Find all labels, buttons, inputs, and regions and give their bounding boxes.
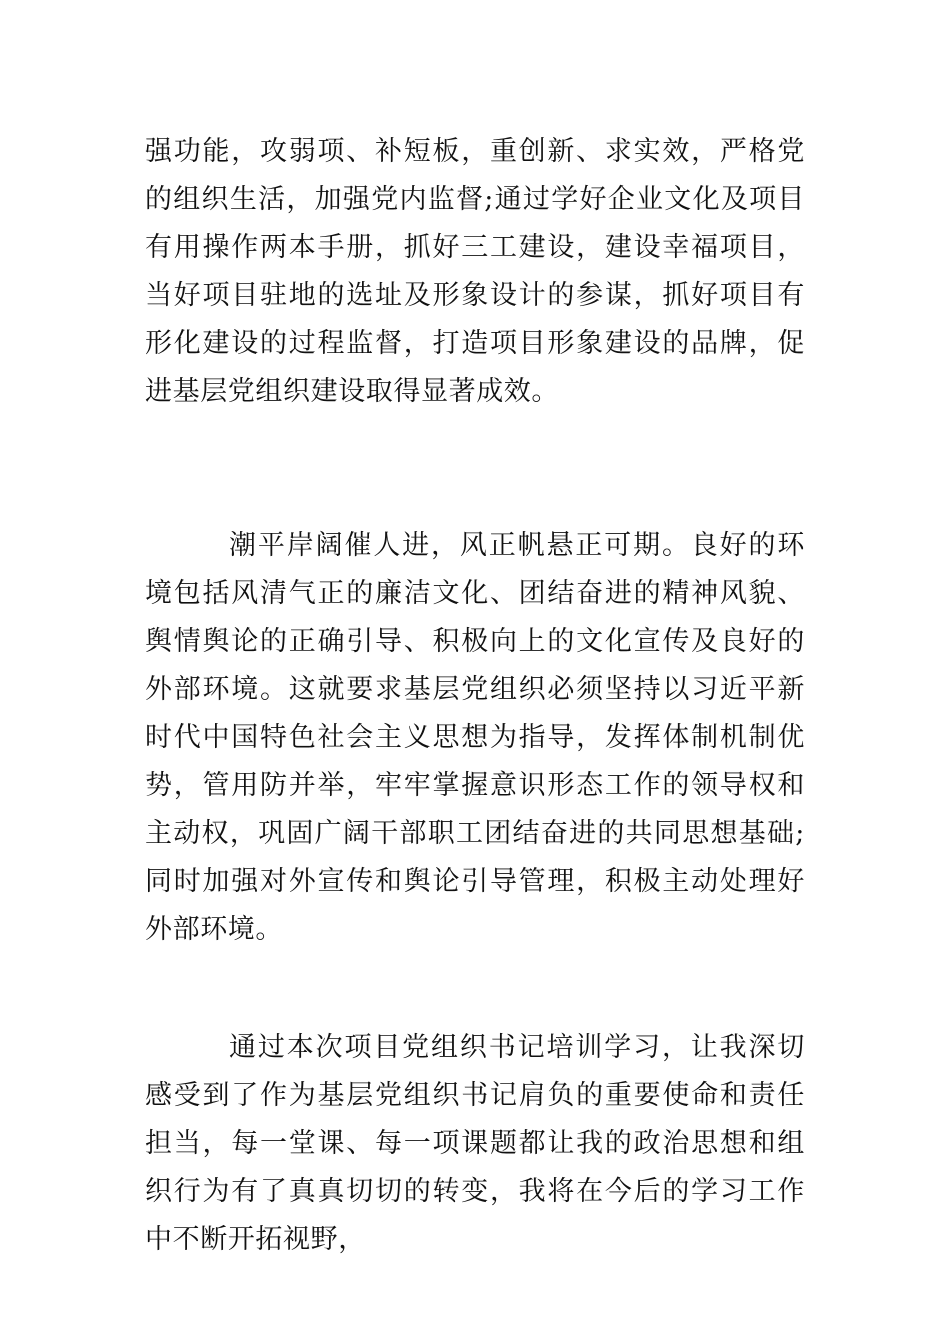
- paragraph-2: 潮平岸阔催人进，风正帆悬正可期。良好的环境包括风清气正的廉洁文化、团结奋进的精神风貌、舆情舆论的正确引导、积极向上的文化宣传及良好的外部环境。这就要求基层党组织必须坚持以习近平新时代中国特色社会主义思想为指导，发挥体制机制优势，管用防并举，牢牢掌握意识形态工作的领导权和主动权，巩固广阔干部职工团结奋进的共同思想基础;同时加强对外宣传和舆论引导管理，积极主动处理好外部环境。: [145, 530, 805, 945]
- paragraph-3: 通过本次项目党组织书记培训学习，让我深切感受到了作为基层党组织书记肩负的重要使命和责任担当，每一堂课、每一项课题都让我的政治思想和组织行为有了真真切切的转变，我将在今后的学习工作中不断开拓视野，: [145, 1032, 805, 1255]
- paragraph-1: 强功能，攻弱项、补短板，重创新、求实效，严格党的组织生活，加强党内监督;通过学好企业文化及项目有用操作两本手册，抓好三工建设，建设幸福项目，当好项目驻地的选址及形象设计的参谋，抓好项目有形化建设的过程监督，打造项目形象建设的品牌，促进基层党组织建设取得显著成效。: [145, 136, 805, 407]
